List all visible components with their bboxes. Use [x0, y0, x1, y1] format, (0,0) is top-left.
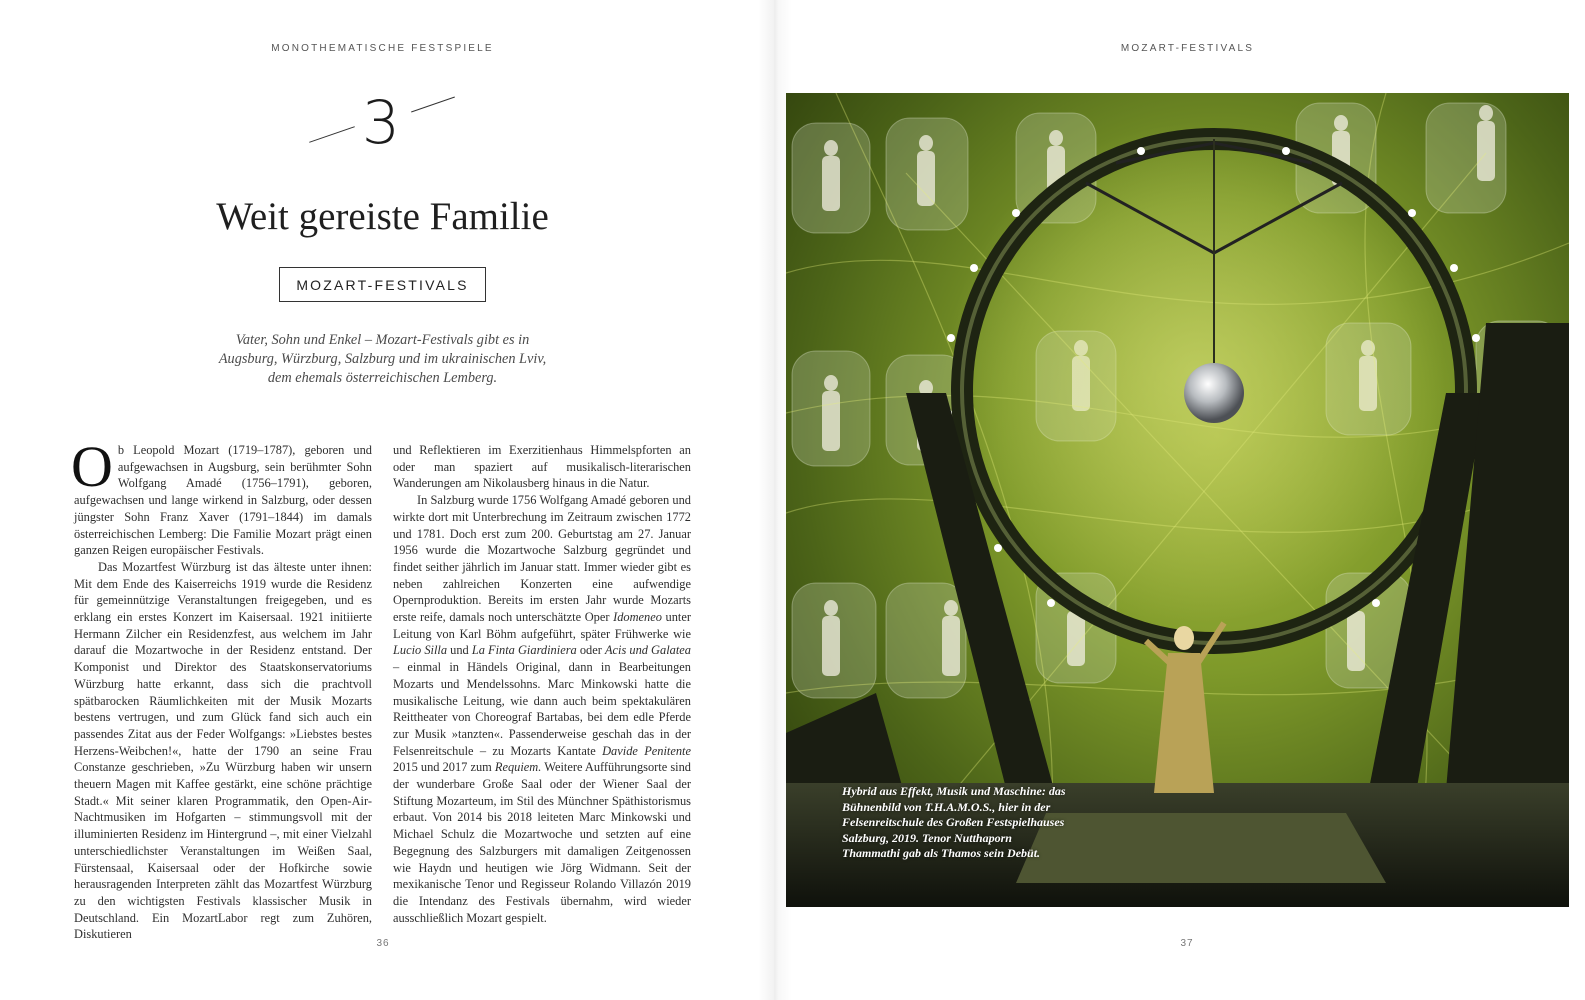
stage-photo — [786, 93, 1569, 907]
intro-line: Augsburg, Würzburg, Salzburg und im ukrainischen Lviv, — [218, 351, 547, 367]
work-title: Lucio Silla — [393, 643, 448, 658]
text-run: und — [447, 643, 472, 658]
intro-line: dem ehemals österreichischen Lemberg. — [267, 370, 498, 386]
paragraph — [71, 434, 372, 559]
chapter-title: Weit gereiste Familie — [216, 195, 549, 238]
chapter-dash-left — [309, 126, 355, 143]
running-head: MOZART-FESTIVALS — [1120, 43, 1255, 54]
work-title: Idomeneo — [613, 610, 662, 625]
work-title: Requiem. — [494, 760, 542, 775]
work-title: Davide Penitente — [602, 743, 691, 758]
text-run: oder — [576, 643, 605, 658]
body-column-2 — [393, 442, 691, 926]
work-title: La Finta Giardiniera — [471, 643, 577, 658]
left-page — [0, 0, 775, 1000]
intro-line: Vater, Sohn und Enkel – Mozart-Festivals gibt es in — [235, 332, 530, 348]
body-column-1 — [71, 434, 372, 943]
chapter-dash-right — [411, 97, 455, 113]
right-page — [775, 0, 1585, 1000]
paragraph: und Reflektieren im Exerzitienhaus Himmelspforten an oder man spaziert auf musikalisch-literarischen Wanderungen am Nikolausberg hinaus in die Natur. — [393, 443, 691, 491]
text-run: Weitere Aufführungsorte sind der wunderbare Große Saal oder der Wiener Saal der Stiftung Mozarteum, im Stil des Münchner Späthistorismus erbaut. Von 2014 bis 2018 leiteten Marc Minkowski und Michael Schulz die Mozartwoche und setzten auf eine Begegnung des Salzburgers mit damaligen Zeitgenossen wie Haydn und heutigen wie Jörg Widmann. Seit der mexikanische Tenor und Regisseur Rolando Villazón 2019 die Intendanz des Festivals übernahm, wird wieder ausschließlich Mozart gespielt. — [393, 760, 691, 925]
text-run: – einmal in Händels Original, dann in Bearbeitungen Mozarts und Mendelssohns. Marc Minkowski hatte die musikalische Leitung, wie dann auch beim spektakulären Reittheater von Choreograf Bartabas, bei dem edle Pferde zur Musik »tanzten«. Passenderweise geschah das in der Felsenreitschule – zu Mozarts Kantate — [393, 660, 691, 758]
chapter-number: 3 — [361, 88, 401, 158]
text-run: 2015 und 2017 zum — [393, 760, 495, 775]
paragraph-text: b Leopold Mozart (1719–1787), geboren und aufgewachsen in Augsburg, sein berühmter Sohn Wolfgang Amadé (1756–1791), geboren, aufgewachsen und lange wirkend in Salzburg, oder dessen jüngster Sohn Franz Xaver (1791–1844) im damals österreichischen Lemberg: Die Familie Mozart prägt einen ganzen Reigen europäischer Festivals. — [74, 443, 372, 558]
photo-caption: Hybrid aus Effekt, Musik und Maschine: das Bühnenbild von T.H.A.M.O.S., hier in der Felsenreitschule des Großen Festspielhauses Salzburg, 2019. Tenor Nutthaporn Thammathi gab als Thamos sein Debüt. — [842, 784, 1066, 860]
chapter-marker — [300, 88, 470, 168]
paragraph: Das Mozartfest Würzburg ist das älteste unter ihnen: Mit dem Ende des Kaiserreichs 1919 wurde die Residenz für gemeinnützige Veranstaltungen freigegeben, und es erklang ein erstes Konzert im Kaisersaal. 1921 initiierte Hermann Zilcher ein Residenzfest, aus welchem im Jahr darauf die Mozartwoche in der Residenz entstand. Der Komponist und Direktor des Staatskonservatoriums Würzburg hatte erkannt, dass sich die prachtvoll spätbarocken Räumlichkeiten mit der Musik Mozarts bestens vertrugen, und zum Glück fand sich auch ein passendes Zitat aus der Feder Wolfgangs: »Liebstes bestes Herzens-Weibchen!«, hatte der 1790 an seine Frau Constanze geschrieben, »Zu Würzburg haben wir unsern theuern Magen mit Kaffee gestärkt, eine schöne prächtige Stadt.« Mit seiner klaren Programmatik, den Open-Air-Nachtmusiken im Hofgarten – stimmungsvoll mit der illuminierten Residenz im Hintergrund –, mit einer Vielzahl unterschiedlichster Veranstaltungen im Weißen Saal, Fürstensaal, Kaisersaal oder der Hofkirche sowie herausragenden Interpreten zählt das Mozartfest Würzburg zu den wichtigsten Festivals klassischer Musik in Deutschland. Ein MozartLabor regt zum Zuhören, Diskutieren — [74, 559, 372, 942]
page-number: 37 — [1180, 938, 1194, 949]
drop-cap: O — [71, 434, 113, 499]
work-title: Acis und Galatea — [604, 643, 691, 658]
running-head: MONOTHEMATISCHE FESTSPIELE — [271, 43, 494, 54]
section-tag: MOZART-FESTIVALS — [279, 267, 486, 302]
center-orb — [1184, 363, 1244, 423]
paragraph — [393, 492, 691, 926]
intro-text — [195, 331, 570, 388]
text-run: unter Leitung von Karl Böhm aufgeführt, später Frühwerke wie — [393, 610, 691, 641]
text-run: In Salzburg wurde 1756 Wolfgang Amadé geboren und wirkte dort mit Unterbrechung im Zeitraum zwischen 1772 und 1781. Doch erst zum 200. Geburtstag am 27. Januar 1956 wurde die Mozartwoche Salzburg gegründet und findet seither jährlich im Januar statt. Immer wieder gibt es neben zahlreichen Konzerten eine aufwendige Opernproduktion. Bereits im ersten Jahr wurde Mozarts erste reife, damals noch unterschätzte Oper — [393, 493, 691, 625]
platform — [1016, 813, 1386, 883]
page-number: 36 — [376, 938, 390, 949]
